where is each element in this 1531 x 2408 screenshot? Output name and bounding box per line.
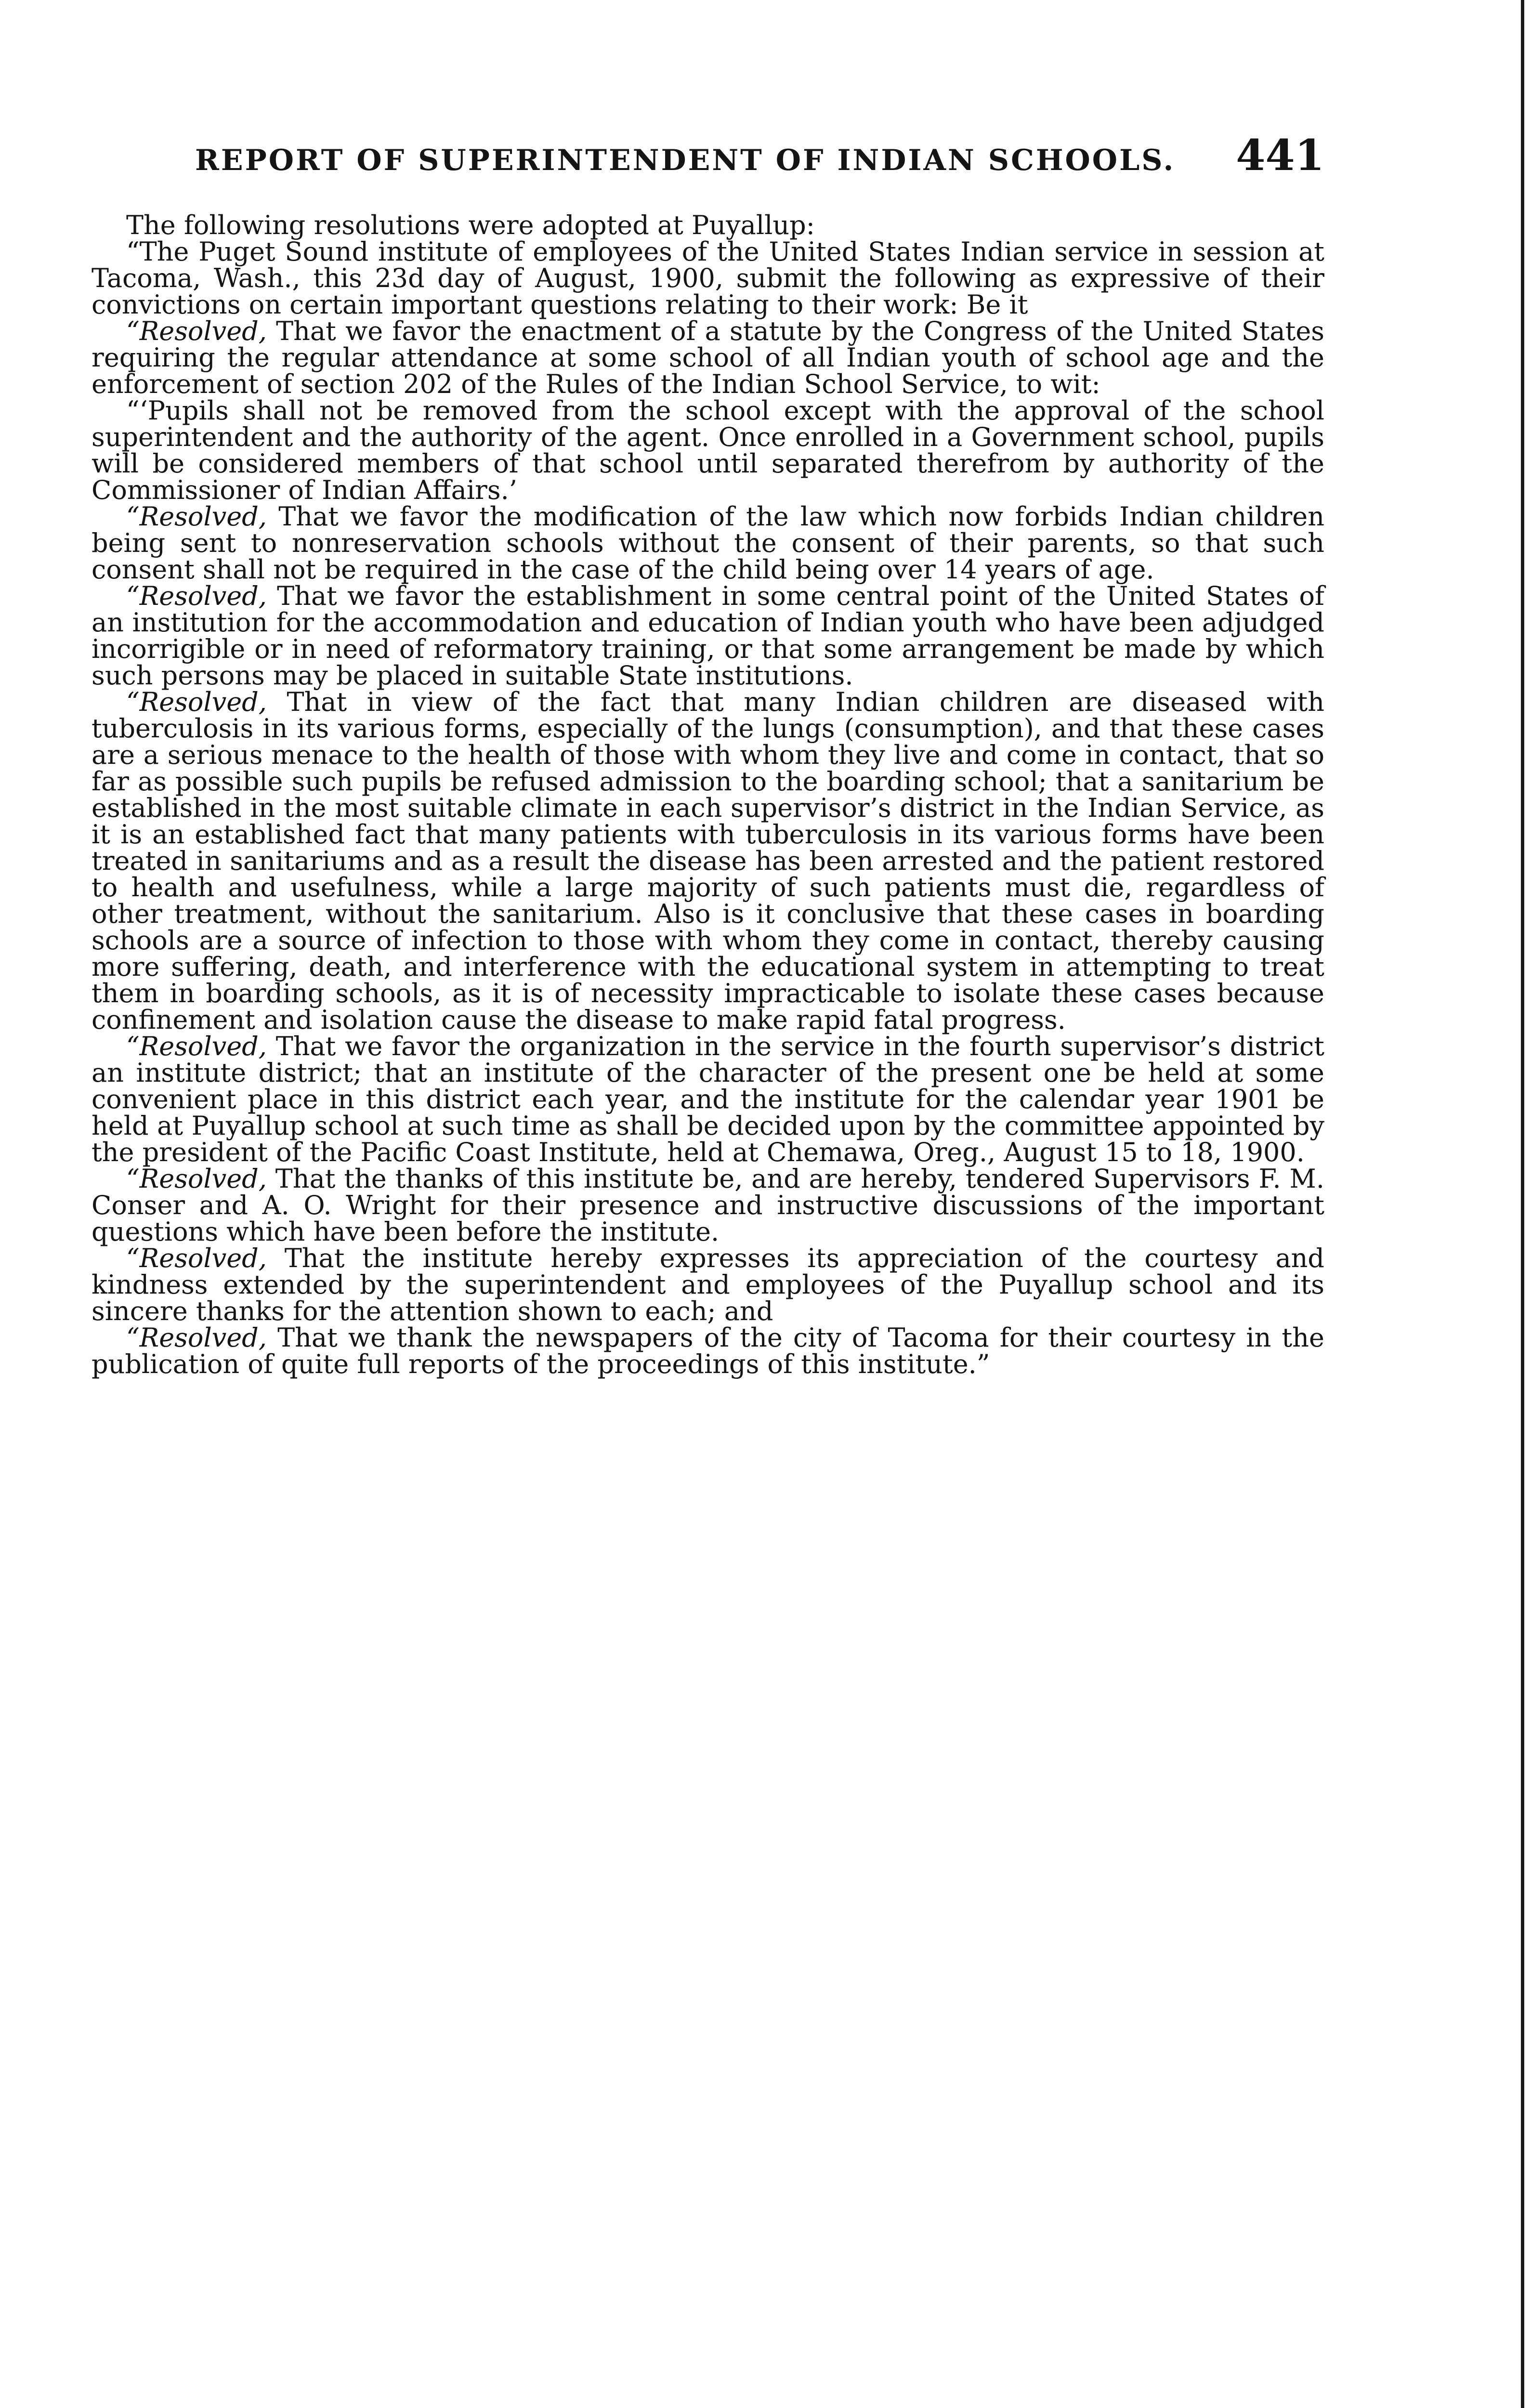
resolved-lead: “Resolved, [126,1243,267,1273]
resolved-lead: “Resolved, [126,1164,267,1194]
resolution-paragraph [92,1245,1324,1324]
quoted-rule-paragraph: “‘Pupils shall not be removed from the school except with the approval of the school superintendent and the authority of the agent. Once enrolled in a Government school, pupils will be considered members of that school until separated therefrom by authority of the Commissioner of Indian Affairs.’ [92,395,1324,505]
running-head [92,130,1324,183]
page-edge-rule [1521,0,1524,2408]
resolved-lead: “Resolved, [126,687,267,717]
resolution-paragraph [92,1165,1324,1245]
resolution-text: That in view of the fact that many Indian children are diseased with tuberculosis in its various forms, especially of the lungs (consumption), and that these cases are a serious menace to the health of those with whom they live and come in contact, that so far as possible such pupils be refused admission to the boarding school; that a sanitarium be established in the most suitable climate in each supervisor’s district in the Indian Service, as it is an established fact that many patients with tuberculosis in its various forms have been treated in sanitariums and as a result the disease has been arrested and the patient restored to health and usefulness, while a large majority of such patients must die, regardless of other treatment, without the sanitarium. Also is it conclusive that these cases in boarding schools are a source of infection to those with whom they come in contact, thereby causing more suffering, death, and interference with the educational system in attempting to treat them in boarding schools, as it is of necessity impracticable to isolate these cases because confinement and isolation cause the disease to make rapid fatal progress. [92,687,1324,1035]
resolution-paragraph [92,689,1324,1033]
resolution-text: That we favor the establishment in some central point of the United States of an institution for the accommodation and education of Indian youth who have been adjudged incorrigible or in need of reformatory training, or that some arrangement be made by which such persons may be placed in suitable State institutions. [92,581,1324,691]
resolution-text: That the thanks of this institute be, and are hereby, tendered Supervisors F. M. Conser and A. O. Wright for their presence and instructive discussions of the important questions which have been before the institute. [92,1164,1324,1247]
resolved-lead: “Resolved, [126,501,267,532]
running-title: REPORT OF SUPERINTENDENT OF INDIAN SCHOOLS. [195,144,1176,177]
body-text [92,212,1324,1377]
resolved-lead: “Resolved, [126,581,267,611]
preamble-paragraph: “The Puget Sound institute of employees of the United States Indian service in session at Tacoma, Wash., this 23d day of August, 1900, submit the following as expressive of their convictions on certain important questions relating to their work: Be it [92,236,1324,320]
resolution-text: That we favor the organization in the service in the fourth supervisor’s district an institute district; that an institute of the character of the present one be held at some convenient place in this district each year, and the institute for the calendar year 1901 be held at Puyallup school at such time as shall be decided upon by the committee appointed by the president of the Pacific Coast Institute, held at Chemawa, Oreg., August 15 to 18, 1900. [92,1031,1324,1167]
resolution-text: That we thank the newspapers of the city of Tacoma for their courtesy in the publication of quite full reports of the proceedings of this institute.” [92,1322,1324,1379]
resolution-paragraph [92,318,1324,397]
resolution-paragraph [92,503,1324,583]
resolution-paragraph [92,583,1324,689]
resolved-lead: “Resolved, [126,1031,267,1061]
resolution-paragraph [92,1324,1324,1377]
page-number: 441 [1236,130,1324,180]
resolved-lead: “Resolved, [126,316,267,346]
resolution-text: That the institute hereby expresses its appreciation of the courtesy and kindness extended by the superintendent and employees of the Puyallup school and its sincere thanks for the attention shown to each; and [92,1243,1324,1326]
resolution-text: That we favor the modification of the law which now forbids Indian children being sent to nonreservation schools without the consent of their parents, so that such consent shall not be required in the case of the child being over 14 years of age. [92,501,1324,585]
resolution-text: That we favor the enactment of a statute by the Congress of the United States requiring the regular attendance at some school of all Indian youth of school age and the enforcement of section 202 of the Rules of the Indian School Service, to wit: [92,316,1324,399]
resolution-paragraph [92,1033,1324,1165]
resolved-lead: “Resolved, [126,1322,267,1353]
intro-paragraph: The following resolutions were adopted at Puyallup: [126,210,815,240]
